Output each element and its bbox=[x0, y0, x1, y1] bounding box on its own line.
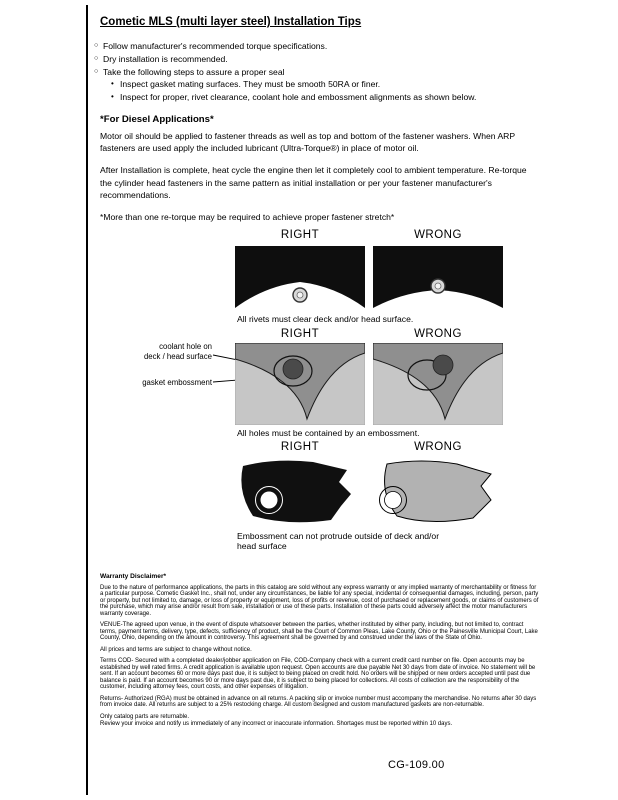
embossment-right-diagram bbox=[235, 456, 365, 526]
list-item bbox=[111, 78, 476, 91]
list-item-text: Follow manufacturer's recommended torque specifications. bbox=[103, 41, 328, 51]
embossment-diagram-panels bbox=[235, 456, 503, 526]
list-item bbox=[94, 66, 476, 79]
page-left-border bbox=[86, 5, 88, 795]
paragraph: Motor oil should be applied to fastener threads as well as top and bottom of the fastener washers. When ARP fasteners are used apply the included lubricant (Ultra-Torque®) in place of motor oil. bbox=[100, 131, 515, 154]
paragraph: After Installation is complete, heat cycle the engine then let it completely cool to ambient temperature. Re-torque the cylinder head fasteners in the same pattern as initial installation or per your fastener manufacturer's recommendations. bbox=[100, 165, 527, 200]
embossment-wrong-diagram bbox=[373, 456, 503, 526]
warranty-paragraph: Due to the nature of performance applications, the parts in this catalog are sold without any express warranty or any implied warranty of merchantability or fitness for a particular purpose. Cometic Gasket Inc., shall not, under any circumstances, be liable for any special, incidental or consequential damages, including, person, party or property, but not limited to, damage, or loss of property or equipment, loss of profits or revenue, cost of purchased or replacement goods, or claims of customers of the purchase, which may arise and/or result from sale, installation or use of these parts. Installation of these parts could adversely affect the motor manufacturers warranty coverage. bbox=[100, 584, 539, 617]
catalog-page-code: CG-109.00 bbox=[388, 759, 445, 771]
right-header: RIGHT bbox=[280, 229, 320, 241]
gasket-embossment-label: gasket embossment bbox=[142, 378, 212, 387]
diesel-heading: *For Diesel Applications* bbox=[100, 114, 214, 125]
hole-diagram-panels bbox=[235, 343, 503, 425]
hole-diagram-headers bbox=[235, 328, 503, 340]
warranty-paragraph: VENUE-The agreed upon venue, in the event of dispute whatsoever between the parties, whether instituted by either party, including, but not limited to, contract terms, payment terms, delivery, type, defects, sufficiency of product, shall be the Court of Common Pleas, Lake County, Ohio or the Painesville Municipal Court, Lake County, Ohio, depending on the amount in controversy. This agreement shall be governed by and construed under the laws of the State of Ohio. bbox=[100, 622, 538, 641]
bullet-icon: • bbox=[111, 92, 114, 102]
warranty-paragraph: Terms COD- Secured with a completed dealer/jobber application on File, COD-Company check with a current credit card number on file. Open accounts may be established by well rated firms. A credit application is available upon request. Open accounts are due payable Net 30 days from date of invoice. No statement will be sent. If an account becomes 60 or more days past due, it is subject to being placed on credit hold. No orders will be shipped or new orders accepted until past due balance is paid. If an account becomes 90 or more days past due, it is subject to being placed for collections. All costs of collection are the responsibility of the customer, including attorney fees, court costs, and other expenses of litigation. bbox=[100, 658, 536, 690]
warranty-paragraph: All prices and terms are subject to change without notice. bbox=[100, 646, 252, 653]
right-header: RIGHT bbox=[280, 328, 320, 340]
wrong-header: WRONG bbox=[414, 229, 462, 241]
coolant-hole-right-diagram bbox=[235, 343, 365, 425]
warranty-paragraph: Returns- Authorized (RGA) must be obtained in advance on all returns. A packing slip or invoice number must accompany the merchandise. No returns after 30 days from invoice date. All returns are subject to a 25% restocking charge. All custom designed and custom manufactured gaskets are non-returnable. bbox=[100, 695, 537, 708]
list-item-text: Inspect for proper, rivet clearance, coolant hole and embossment alignments as shown below. bbox=[120, 92, 477, 103]
paragraph: *More than one re-torque may be required to achieve proper fastener stretch* bbox=[100, 212, 395, 223]
list-item-text: Inspect gasket mating surfaces. They must be smooth 50RA or finer. bbox=[120, 79, 381, 90]
bullet-icon: ○ bbox=[94, 42, 99, 49]
rivet-clearance-right-diagram bbox=[235, 246, 365, 308]
bullet-icon: • bbox=[111, 79, 114, 89]
rivet-caption: All rivets must clear deck and/or head surface. bbox=[237, 314, 414, 324]
bullet-icon: ○ bbox=[94, 54, 99, 62]
diesel-paragraphs bbox=[100, 130, 530, 233]
warranty-section bbox=[100, 574, 540, 733]
list-item bbox=[111, 91, 476, 104]
embossment-diagram-headers bbox=[235, 441, 503, 453]
wrong-header: WRONG bbox=[414, 328, 462, 340]
list-item-text: Dry installation is recommended. bbox=[103, 53, 228, 64]
tips-list bbox=[94, 40, 476, 104]
wrong-header: WRONG bbox=[414, 441, 462, 453]
coolant-hole-wrong-diagram bbox=[373, 343, 503, 425]
list-item bbox=[94, 40, 476, 53]
embossment-caption: Embossment can not protrude outside of deck and/or head surface bbox=[237, 531, 440, 551]
rivet-diagram-panels bbox=[235, 246, 503, 308]
list-item bbox=[94, 53, 476, 66]
bullet-icon: ○ bbox=[94, 67, 99, 75]
rivet-clearance-wrong-diagram bbox=[373, 246, 503, 308]
rivet-diagram-headers bbox=[235, 229, 503, 241]
hole-caption: All holes must be contained by an embossment. bbox=[237, 428, 420, 438]
list-item-text: Take the following steps to assure a proper seal bbox=[103, 66, 285, 77]
page-title: Cometic MLS (multi layer steel) Installation Tips bbox=[100, 16, 362, 28]
warranty-paragraph: Review your invoice and notify us immediately of any incorrect or inaccurate information. Shortages must be reported within 10 days. bbox=[100, 721, 453, 727]
warranty-paragraph: Only catalog parts are returnable. bbox=[100, 713, 190, 720]
right-header: RIGHT bbox=[280, 441, 320, 453]
warranty-heading: Warranty Disclaimer* bbox=[100, 573, 167, 580]
coolant-hole-label: coolant hole on deck / head surface bbox=[143, 342, 212, 361]
